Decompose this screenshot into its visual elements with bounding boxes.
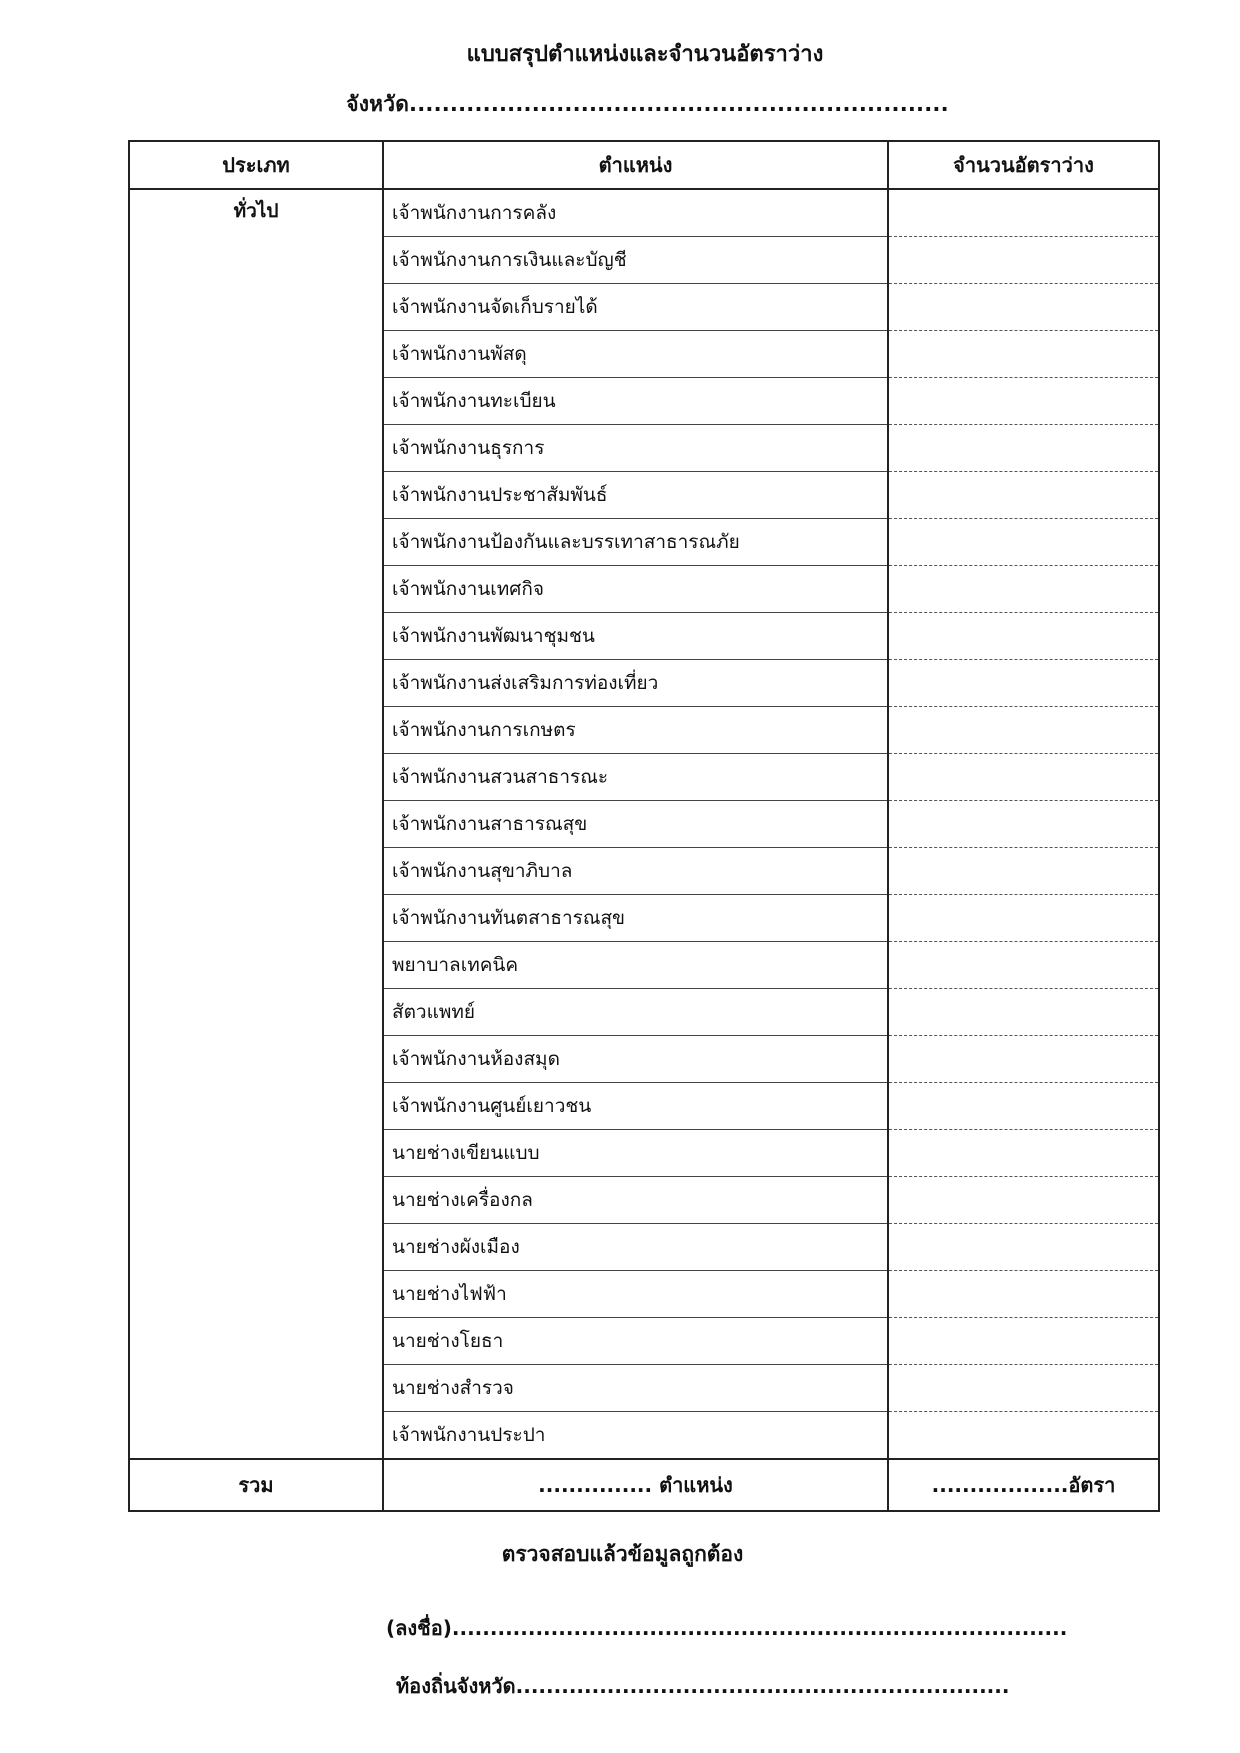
position-cell: เจ้าพนักงานสวนสาธารณะ (383, 754, 888, 801)
position-cell: นายช่างโยธา (383, 1318, 888, 1365)
vacancy-count-cell (888, 895, 1159, 942)
vacancy-count-cell (888, 707, 1159, 754)
position-cell: เจ้าพนักงานประปา (383, 1412, 888, 1460)
total-label: รวม (129, 1459, 383, 1511)
position-cell: นายช่างเครื่องกล (383, 1177, 888, 1224)
position-cell: เจ้าพนักงานการคลัง (383, 189, 888, 237)
vacancy-count-cell (888, 942, 1159, 989)
position-cell: เจ้าพนักงานศูนย์เยาวชน (383, 1083, 888, 1130)
vacancy-count-cell (888, 1412, 1159, 1460)
vacancy-count-cell (888, 425, 1159, 472)
vacancy-count-cell (888, 801, 1159, 848)
position-cell: เจ้าพนักงานธุรการ (383, 425, 888, 472)
vacancy-count-cell (888, 378, 1159, 425)
position-cell: เจ้าพนักงานพัฒนาชุมชน (383, 613, 888, 660)
vacancy-count-cell (888, 660, 1159, 707)
signature-line: (ลงชื่อ)................................................................................. (386, 1616, 1068, 1640)
vacancy-count-cell (888, 613, 1159, 660)
position-cell: เจ้าพนักงานการเงินและบัญชี (383, 237, 888, 284)
total-row (129, 1459, 1159, 1511)
position-cell: เจ้าพนักงานป้องกันและบรรเทาสาธารณภัย (383, 519, 888, 566)
header-type: ประเภท (129, 141, 383, 189)
province-field: จังหวัด.................................................................. (346, 92, 949, 116)
vacancy-count-cell (888, 1130, 1159, 1177)
position-cell: เจ้าพนักงานพัสดุ (383, 331, 888, 378)
header-position: ตำแหน่ง (383, 141, 888, 189)
vacancy-count-cell (888, 1224, 1159, 1271)
vacancy-count-cell (888, 284, 1159, 331)
vacancy-count-cell (888, 1083, 1159, 1130)
total-positions: ............... ตำแหน่ง (383, 1459, 888, 1511)
position-cell: เจ้าพนักงานทันตสาธารณสุข (383, 895, 888, 942)
vacancy-count-cell (888, 754, 1159, 801)
position-cell: สัตวแพทย์ (383, 989, 888, 1036)
table-body (129, 189, 1159, 1511)
position-cell: เจ้าพนักงานประชาสัมพันธ์ (383, 472, 888, 519)
position-cell: เจ้าพนักงานสาธารณสุข (383, 801, 888, 848)
vacancy-table (128, 140, 1160, 1512)
vacancy-count-cell (888, 848, 1159, 895)
vacancy-count-cell (888, 1036, 1159, 1083)
position-cell: เจ้าพนักงานสุขาภิบาล (383, 848, 888, 895)
local-province-line: ท้องถิ่นจังหวัด................................................................. (396, 1674, 1010, 1698)
position-cell: นายช่างเขียนแบบ (383, 1130, 888, 1177)
verified-note: ตรวจสอบแล้วข้อมูลถูกต้อง (501, 1542, 744, 1566)
vacancy-count-cell (888, 189, 1159, 237)
position-cell: พยาบาลเทคนิค (383, 942, 888, 989)
vacancy-count-cell (888, 1271, 1159, 1318)
position-cell: เจ้าพนักงานการเกษตร (383, 707, 888, 754)
vacancy-count-cell (888, 237, 1159, 284)
vacancy-count-cell (888, 519, 1159, 566)
vacancy-count-cell (888, 1365, 1159, 1412)
vacancy-count-cell (888, 1177, 1159, 1224)
vacancy-count-cell (888, 331, 1159, 378)
position-cell: นายช่างผังเมือง (383, 1224, 888, 1271)
position-cell: เจ้าพนักงานจัดเก็บรายได้ (383, 284, 888, 331)
total-vacancies: ..................อัตรา (888, 1459, 1159, 1511)
vacancy-count-cell (888, 566, 1159, 613)
position-cell: เจ้าพนักงานส่งเสริมการท่องเที่ยว (383, 660, 888, 707)
table-row (129, 189, 1159, 237)
position-cell: เจ้าพนักงานห้องสมุด (383, 1036, 888, 1083)
vacancy-count-cell (888, 1318, 1159, 1365)
vacancy-count-cell (888, 989, 1159, 1036)
page-title: แบบสรุปตำแหน่งและจำนวนอัตราว่าง (466, 42, 824, 67)
position-cell: นายช่างสำรวจ (383, 1365, 888, 1412)
position-cell: นายช่างไฟฟ้า (383, 1271, 888, 1318)
header-vacancies: จำนวนอัตราว่าง (888, 141, 1159, 189)
table-header-row (129, 141, 1159, 189)
type-cell: ทั่วไป (129, 189, 383, 1459)
position-cell: เจ้าพนักงานเทศกิจ (383, 566, 888, 613)
vacancy-count-cell (888, 472, 1159, 519)
position-cell: เจ้าพนักงานทะเบียน (383, 378, 888, 425)
